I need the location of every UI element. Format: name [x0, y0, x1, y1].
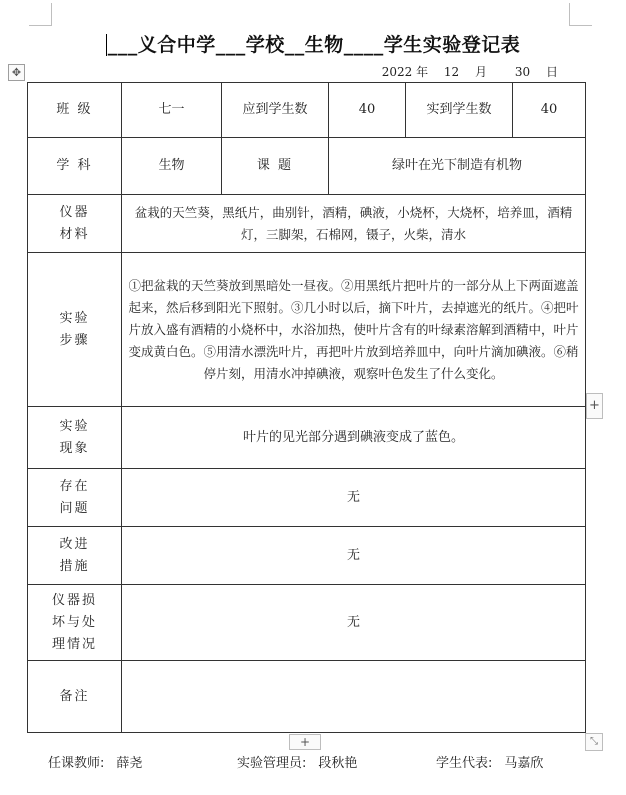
improvements-label-line1: 改进 — [59, 536, 90, 552]
improvements-value[interactable]: 无 — [122, 527, 586, 585]
table-row — [28, 195, 586, 253]
document-title: ___义合中学___学校__生物____学生实验登记表 — [107, 34, 521, 56]
add-row-plus-icon[interactable]: + — [289, 734, 321, 750]
equipment-value[interactable]: 盆栽的天竺葵，黑纸片，曲别针，酒精，碘液，小烧杯，大烧杯，培养皿，酒精灯，三脚架，石棉网，镊子，火柴，清水 — [122, 195, 586, 253]
damage-label-line3: 理情况 — [51, 636, 97, 652]
table-resize-icon[interactable]: ⤡ — [585, 733, 603, 751]
experiment-register-table — [27, 82, 586, 733]
margin-corner-top-right — [569, 3, 592, 26]
teacher-label: 任课教师: — [48, 756, 105, 771]
table-row — [28, 527, 586, 585]
date-day: 30 — [514, 65, 531, 79]
problems-label — [28, 469, 122, 527]
damage-label-line1: 仪器损 — [51, 592, 97, 608]
problems-value[interactable]: 无 — [122, 469, 586, 527]
topic-label: 课 题 — [222, 138, 329, 195]
student-name: 马嘉欣 — [504, 756, 544, 771]
expected-count-value[interactable]: 40 — [329, 83, 406, 138]
footer-manager — [237, 752, 357, 771]
student-label: 学生代表: — [436, 756, 493, 771]
table-row — [28, 469, 586, 527]
actual-count-value[interactable]: 40 — [513, 83, 586, 138]
equipment-label-line2: 材料 — [59, 226, 90, 242]
damage-value[interactable]: 无 — [122, 585, 586, 661]
subject-label: 学 科 — [28, 138, 122, 195]
improvements-label — [28, 527, 122, 585]
date-month: 12 — [443, 65, 460, 79]
text-cursor — [106, 34, 107, 56]
manager-label: 实验管理员: — [237, 756, 307, 771]
teacher-name: 薛尧 — [116, 756, 143, 771]
phenomenon-value[interactable]: 叶片的见光部分遇到碘液变成了蓝色。 — [122, 407, 586, 469]
title-subject: 生物 — [304, 34, 344, 56]
table-row — [28, 253, 586, 407]
table-row — [28, 661, 586, 733]
steps-label-line2: 步骤 — [59, 332, 90, 348]
date-line — [382, 63, 558, 80]
table-row — [28, 83, 586, 138]
class-value[interactable]: 七一 — [122, 83, 222, 138]
phenomenon-label — [28, 407, 122, 469]
table-row — [28, 585, 586, 661]
date-year: 2022 — [381, 65, 413, 79]
table-row — [28, 138, 586, 195]
steps-label — [28, 253, 122, 407]
margin-corner-top-left — [29, 3, 52, 26]
add-column-plus-icon[interactable]: + — [586, 393, 603, 419]
problems-label-line2: 问题 — [59, 500, 90, 516]
table-move-handle-icon[interactable]: ✥ — [8, 64, 25, 81]
problems-label-line1: 存在 — [59, 478, 90, 494]
manager-name: 段秋艳 — [318, 756, 358, 771]
subject-value[interactable]: 生物 — [122, 138, 222, 195]
date-month-unit: 月 — [475, 65, 488, 79]
damage-label — [28, 585, 122, 661]
footer-student — [436, 752, 543, 771]
topic-value[interactable]: 绿叶在光下制造有机物 — [329, 138, 586, 195]
date-year-unit: 年 — [416, 65, 429, 79]
table-row — [28, 407, 586, 469]
title-school-label: 学校 — [245, 34, 285, 56]
remarks-label: 备注 — [28, 661, 122, 733]
damage-label-line2: 坏与处 — [51, 614, 97, 630]
actual-count-label: 实到学生数 — [406, 83, 513, 138]
equipment-label — [28, 195, 122, 253]
phenomenon-label-line2: 现象 — [59, 440, 90, 456]
expected-count-label: 应到学生数 — [222, 83, 329, 138]
steps-value[interactable]: ①把盆栽的天竺葵放到黑暗处一昼夜。②用黑纸片把叶片的一部分从上下两面遮盖起来，然后移到阳光下照射。③几小时以后，摘下叶片，去掉遮光的纸片。④把叶片放入盛有酒精的小烧杯中，水浴加热，使叶片含有的叶绿素溶解到酒精中，叶片变成黄白色。⑤用清水漂洗叶片，再把叶片放到培养皿中，向叶片滴加碘液。⑥稍停片刻，用清水冲掉碘液，观察叶色发生了什么变化。 — [122, 253, 586, 407]
date-day-unit: 日 — [545, 65, 558, 79]
title-register-label: 学生实验登记表 — [383, 34, 521, 56]
steps-label-line1: 实验 — [59, 310, 90, 326]
class-label: 班 级 — [28, 83, 122, 138]
remarks-value[interactable] — [122, 661, 586, 733]
improvements-label-line2: 措施 — [59, 558, 90, 574]
phenomenon-label-line1: 实验 — [59, 418, 90, 434]
equipment-label-line1: 仪器 — [59, 204, 90, 220]
footer-teacher — [48, 752, 142, 771]
title-school: 义合中学 — [137, 34, 216, 56]
